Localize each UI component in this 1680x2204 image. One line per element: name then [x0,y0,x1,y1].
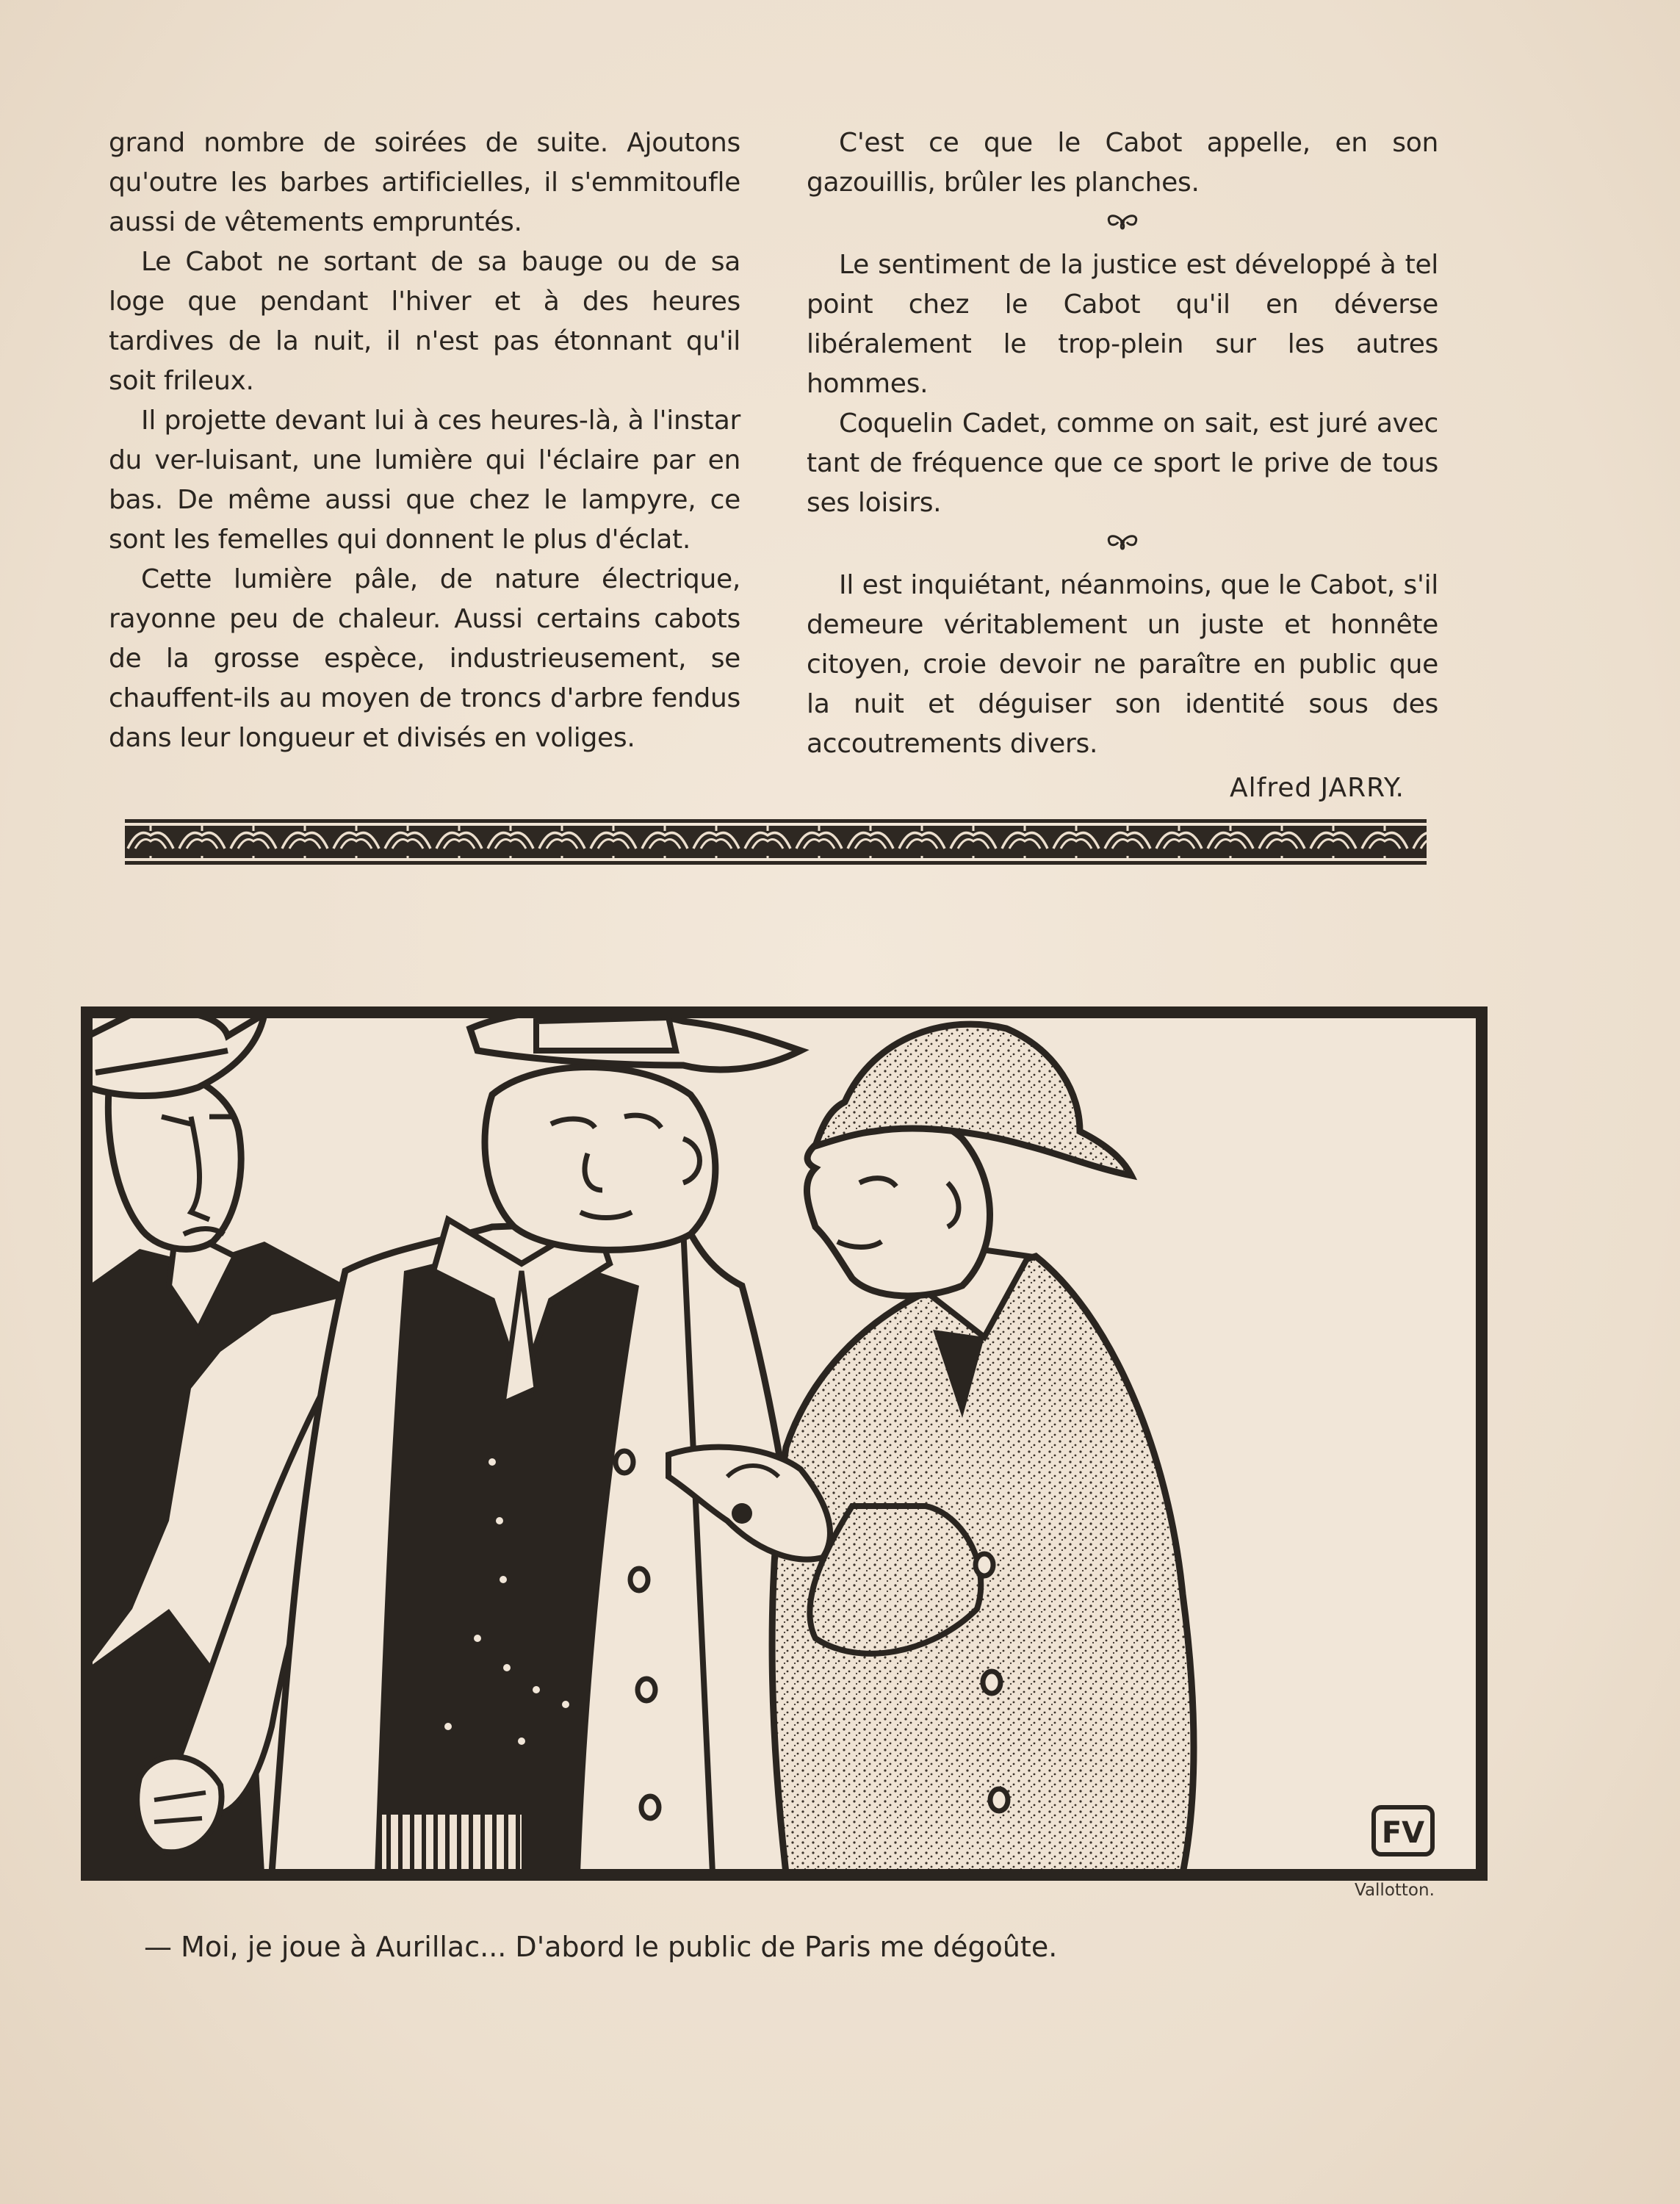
fleuron-ornament-icon [807,527,1438,560]
paragraph: Le Cabot ne sortant de sa bauge ou de sa loge que pendant l'hiver et à des heures tardives de la nuit, il n'est pas étonnant qu'il soit frileux. [109,247,740,396]
paragraph: Le sentiment de la justice est développé à tel point chez le Cabot qu'il en déverse libéralement le trop-plein sur les autres hommes. [807,250,1438,399]
monogram-text: FV [1381,1816,1425,1850]
article-right-column [807,123,1438,808]
paragraph: Il est inquiétant, néanmoins, que le Cabot, s'il demeure véritablement un juste et honnête citoyen, croie devoir ne paraître en public que la nuit et déguiser son identité sous des accoutrements divers. [807,570,1438,759]
paragraph: grand nombre de soirées de suite. Ajoutons qu'outre les barbes artificielles, il s'emmitoufle aussi de vêtements empruntés. [109,128,740,237]
author-last-name: JARRY. [1320,773,1405,803]
article-left-column [109,123,740,758]
paragraph: Cette lumière pâle, de nature électrique, rayonne peu de chaleur. Aussi certains cabots de la grosse espèce, industrieusement, se chauffent-ils au moyen de troncs d'arbre fendus dans leur longueur et divisés en voliges. [109,564,740,753]
fleuron-ornament-icon [807,207,1438,240]
paragraph: C'est ce que le Cabot appelle, en son gazouillis, brûler les planches. [807,128,1438,198]
author-first-name: Alfred [1230,773,1313,803]
paragraph: Coquelin Cadet, comme on sait, est juré avec tant de fréquence que ce sport le prive de tous ses loisirs. [807,408,1438,518]
paragraph: Il projette devant lui à ces heures-là, à l'instar du ver-luisant, une lumière qui l'éclaire par en bas. De même aussi que chez le lampyre, ce sont les femelles qui donnent le plus d'éclat. [109,406,740,555]
woodcut-illustration [81,1006,1488,1881]
ornamental-border-icon [125,819,1427,865]
author-signature [807,768,1438,808]
artist-credit: Vallotton. [1355,1881,1435,1900]
monogram-fv [1374,1807,1432,1854]
illustration-caption: — Moi, je joue à Aurillac... D'abord le public de Paris me dégoûte. [144,1931,1058,1963]
